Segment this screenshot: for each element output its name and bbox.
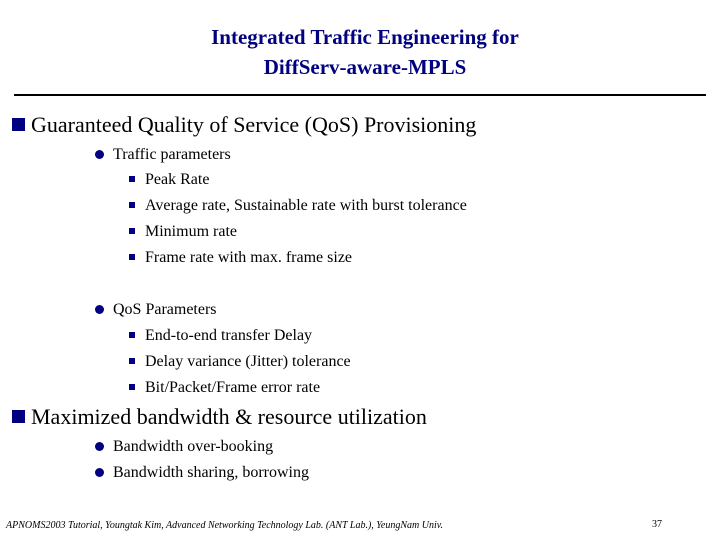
sub-bullet-error-rate [129,378,320,398]
round-bullet-icon [95,305,104,314]
slide-title-line-1: Integrated Traffic Engineering for [211,25,519,49]
bullet-text: QoS Parameters [113,301,217,318]
slide-footer: APNOMS2003 Tutorial, Youngtak Kim, Advanced Networking Technology Lab. (ANT Lab.), YeungNam Univ. [6,520,443,531]
section-heading-text: Maximized bandwidth & resource utilization [31,404,427,429]
bullet-over-booking [95,437,273,457]
small-square-bullet-icon [129,254,135,260]
sub-bullet-jitter [129,352,351,372]
sub-bullet-transfer-delay [129,326,312,346]
small-square-bullet-icon [129,358,135,364]
sub-bullet-text: Delay variance (Jitter) tolerance [145,353,351,370]
sub-bullet-frame-rate [129,248,352,268]
slide-title-line-2: DiffServ-aware-MPLS [263,55,467,79]
section-heading-text: Guaranteed Quality of Service (QoS) Provisioning [31,112,477,137]
bullet-text: Bandwidth sharing, borrowing [113,464,309,481]
bullet-sharing-borrowing [95,463,309,483]
small-square-bullet-icon [129,228,135,234]
page-number: 37 [652,519,662,530]
square-bullet-icon [12,410,25,423]
sub-bullet-text: Peak Rate [145,171,210,188]
sub-bullet-average-rate [129,196,467,216]
round-bullet-icon [95,150,104,159]
bullet-text: Traffic parameters [113,146,231,163]
small-square-bullet-icon [129,384,135,390]
section-heading-qos [12,112,476,138]
round-bullet-icon [95,468,104,477]
bullet-qos-parameters [95,300,217,320]
round-bullet-icon [95,442,104,451]
sub-bullet-peak-rate [129,170,209,190]
bullet-text: Bandwidth over-booking [113,438,274,455]
sub-bullet-text: Average rate, Sustainable rate with burst tolerance [145,197,467,214]
small-square-bullet-icon [129,202,135,208]
small-square-bullet-icon [129,332,135,338]
section-heading-bandwidth [12,404,427,430]
sub-bullet-text: Frame rate with max. frame size [145,249,353,266]
sub-bullet-text: Bit/Packet/Frame error rate [145,379,321,396]
small-square-bullet-icon [129,176,135,182]
sub-bullet-text: End-to-end transfer Delay [145,327,313,344]
bullet-traffic-parameters [95,145,231,165]
square-bullet-icon [12,118,25,131]
sub-bullet-text: Minimum rate [145,223,237,240]
slide-title [0,22,720,82]
sub-bullet-minimum-rate [129,222,237,242]
title-divider [14,94,706,96]
